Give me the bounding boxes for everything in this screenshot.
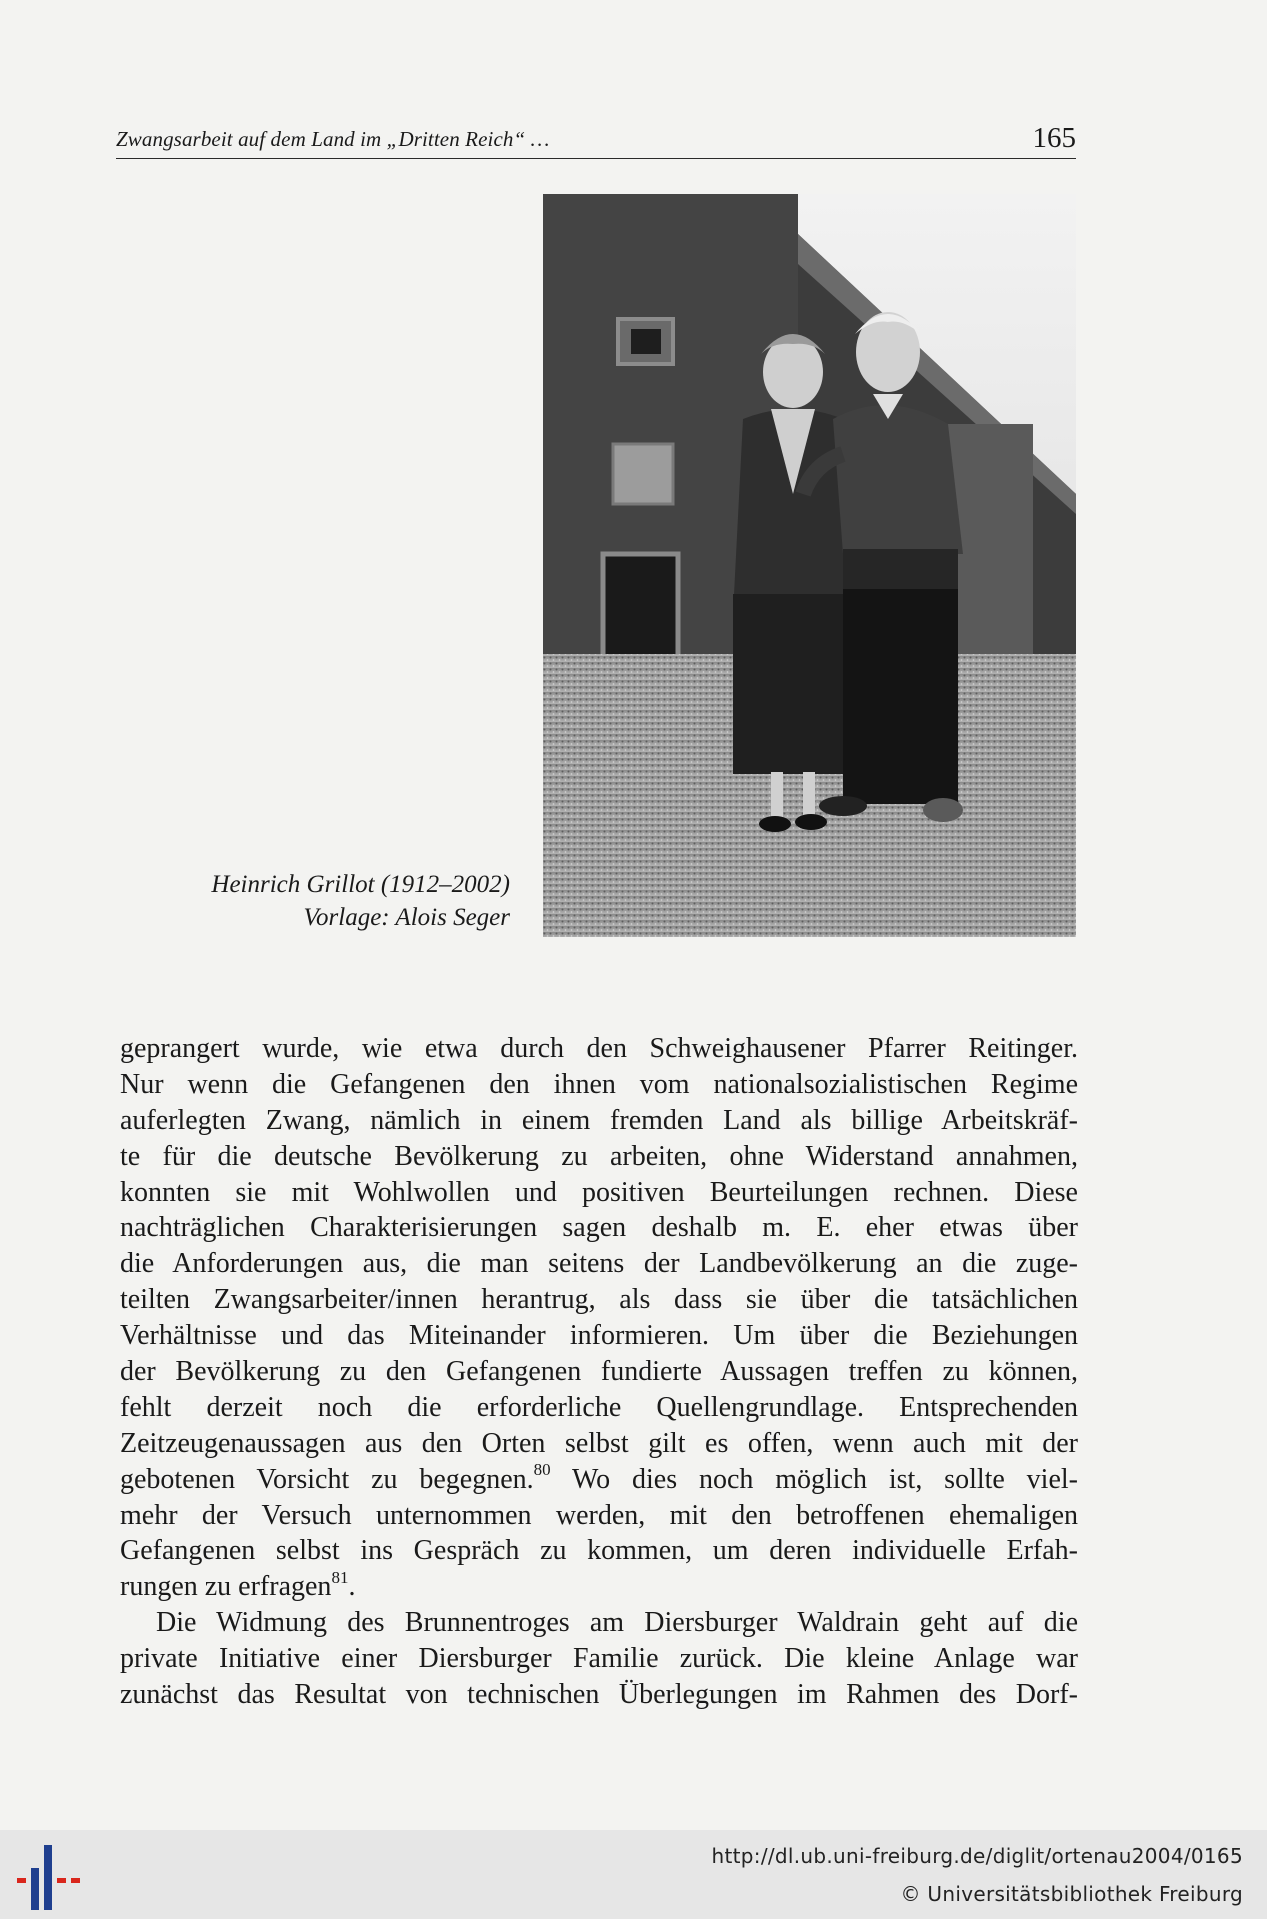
text-line: private Initiative einer Diersburger Familie zurück. Die kleine Anlage war — [120, 1643, 1078, 1675]
text-line: Nur wenn die Gefangenen den ihnen vom nationalsozialistischen Regime — [120, 1068, 1078, 1100]
document-url-link[interactable]: http://dl.ub.uni-freiburg.de/diglit/ortenau2004/0165 — [711, 1844, 1243, 1868]
paragraph-first-line: Die Widmung des Brunnentroges am Diersburger Waldrain geht auf die — [156, 1607, 1078, 1639]
text-line: mehr der Versuch unternommen werden, mit den betroffenen ehemaligen — [120, 1499, 1078, 1531]
running-header — [116, 118, 1076, 159]
text-line: Gefangenen selbst ins Gespräch zu kommen, um deren individuelle Erfah- — [120, 1535, 1078, 1567]
page-number: 165 — [1032, 122, 1076, 154]
text-line-with-footnote-81 — [120, 1569, 1078, 1605]
text-line-with-footnote-80 — [120, 1462, 1078, 1498]
copyright-notice: © Universitätsbibliothek Freiburg — [900, 1882, 1243, 1906]
portrait-photo — [543, 194, 1076, 937]
text-line: nachträglichen Charakterisierungen sagen deshalb m. E. eher etwas über — [120, 1212, 1078, 1244]
caption-source: Vorlage: Alois Seger — [303, 904, 510, 931]
text-line: die Anforderungen aus, die man seitens der Landbevölkerung an die zuge- — [120, 1248, 1078, 1280]
footnote-marker-81: 81 — [331, 1568, 349, 1588]
text-line: te für die deutsche Bevölkerung zu arbeiten, ohne Widerstand annahmen, — [120, 1140, 1078, 1172]
text-segment: rungen zu erfragen — [120, 1571, 332, 1603]
text-line: Verhältnisse und das Miteinander informieren. Um über die Beziehungen — [120, 1320, 1078, 1352]
text-line: Zeitzeugenaussagen aus den Orten selbst gilt es offen, wenn auch mit der — [120, 1427, 1078, 1459]
text-line: konnten sie mit Wohlwollen und positiven Beurteilungen rechnen. Diese — [120, 1176, 1078, 1208]
text-line: geprangert wurde, wie etwa durch den Schweighausener Pfarrer Reitinger. — [120, 1033, 1078, 1064]
text-segment: gebotenen Vorsicht zu begegnen. — [120, 1463, 534, 1495]
text-line: auferlegten Zwang, nämlich in einem fremden Land als billige Arbeitskräf- — [120, 1104, 1078, 1136]
footnote-marker-80: 80 — [533, 1460, 551, 1480]
text-segment: . — [348, 1571, 356, 1603]
caption-title: Heinrich Grillot (1912–2002) — [211, 871, 510, 898]
body-text — [120, 1031, 1078, 1713]
text-line: zunächst das Resultat von technischen Überlegungen im Rahmen des Dorf- — [120, 1679, 1078, 1711]
text-line: der Bevölkerung zu den Gefangenen fundierte Aussagen treffen zu können, — [120, 1356, 1078, 1388]
text-line: fehlt derzeit noch die erforderliche Quellengrundlage. Entsprechenden — [120, 1391, 1078, 1423]
photo-caption — [120, 868, 510, 934]
text-segment: Wo dies noch möglich ist, sollte viel- — [550, 1463, 1078, 1495]
viewer-footer — [0, 1830, 1267, 1919]
ub-freiburg-logo-icon — [14, 1840, 84, 1915]
text-line: teilten Zwangsarbeiter/innen herantrug, als dass sie über die tatsächlichen — [120, 1284, 1078, 1316]
running-title: Zwangsarbeit auf dem Land im „Dritten Reich“ … — [116, 127, 550, 151]
couple-photo-illustration — [543, 194, 1076, 937]
